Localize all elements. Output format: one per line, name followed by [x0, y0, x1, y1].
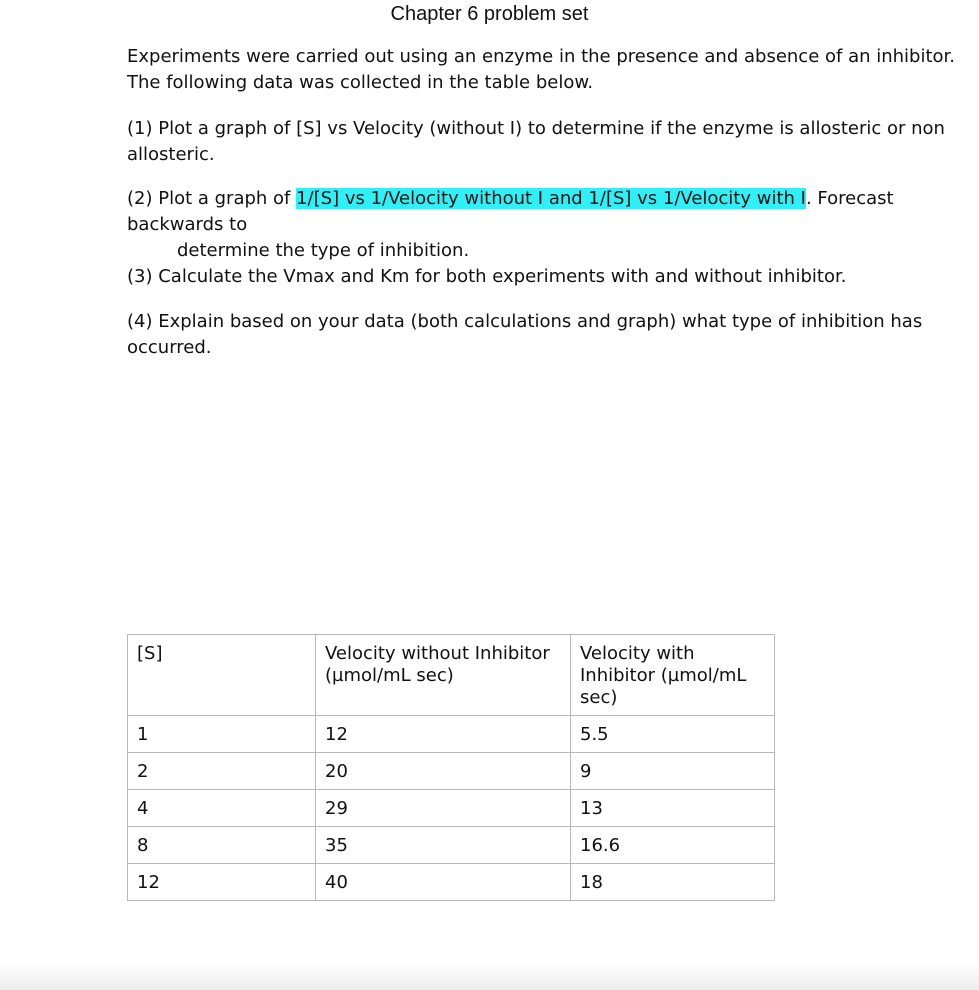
question-2-highlight: 1/[S] vs 1/Velocity without I and 1/[S] vs 1/Velocity with I: [296, 188, 806, 209]
question-2: [127, 186, 977, 238]
cell-substrate: 2: [128, 753, 316, 790]
question-2-suffix: . Forecast backwards to: [127, 188, 894, 235]
intro-line-2: The following data was collected in the table below.: [127, 72, 594, 93]
cell-velocity-without: 12: [316, 716, 571, 753]
question-3: (3) Calculate the Vmax and Km for both experiments with and without inhibitor.: [127, 266, 847, 287]
document-title: Chapter 6 problem set: [390, 3, 589, 25]
table-row: [128, 790, 775, 827]
cell-velocity-with: 13: [571, 790, 775, 827]
table-row: [128, 716, 775, 753]
cell-velocity-with: 9: [571, 753, 775, 790]
question-2-prefix: (2) Plot a graph of: [127, 188, 297, 209]
header-substrate: [S]: [128, 635, 316, 716]
cell-substrate: 1: [128, 716, 316, 753]
table-row: [128, 827, 775, 864]
cell-velocity-without: 20: [316, 753, 571, 790]
cell-substrate: 12: [128, 864, 316, 901]
data-table: [127, 634, 775, 901]
question-4: (4) Explain based on your data (both calculations and graph) what type of inhibition has occurred.: [127, 311, 923, 358]
table-row: [128, 753, 775, 790]
page-bottom-edge: [0, 962, 979, 990]
cell-velocity-without: 29: [316, 790, 571, 827]
table-row: [128, 864, 775, 901]
cell-velocity-without: 40: [316, 864, 571, 901]
cell-velocity-with: 16.6: [571, 827, 775, 864]
header-velocity-with-inhibitor: Velocity with Inhibitor (µmol/mL sec): [571, 635, 775, 716]
cell-velocity-without: 35: [316, 827, 571, 864]
cell-substrate: 8: [128, 827, 316, 864]
cell-velocity-with: 5.5: [571, 716, 775, 753]
table-header-row: [128, 635, 775, 716]
intro-paragraph: [127, 44, 977, 96]
question-2-continuation: determine the type of inhibition.: [177, 240, 470, 261]
intro-line-1: Experiments were carried out using an enzyme in the presence and absence of an inhibitor.: [127, 46, 956, 67]
header-velocity-without-inhibitor: Velocity without Inhibitor (µmol/mL sec): [316, 635, 571, 716]
cell-velocity-with: 18: [571, 864, 775, 901]
question-1: (1) Plot a graph of [S] vs Velocity (without I) to determine if the enzyme is allosteric or non allosteric.: [127, 118, 945, 165]
cell-substrate: 4: [128, 790, 316, 827]
